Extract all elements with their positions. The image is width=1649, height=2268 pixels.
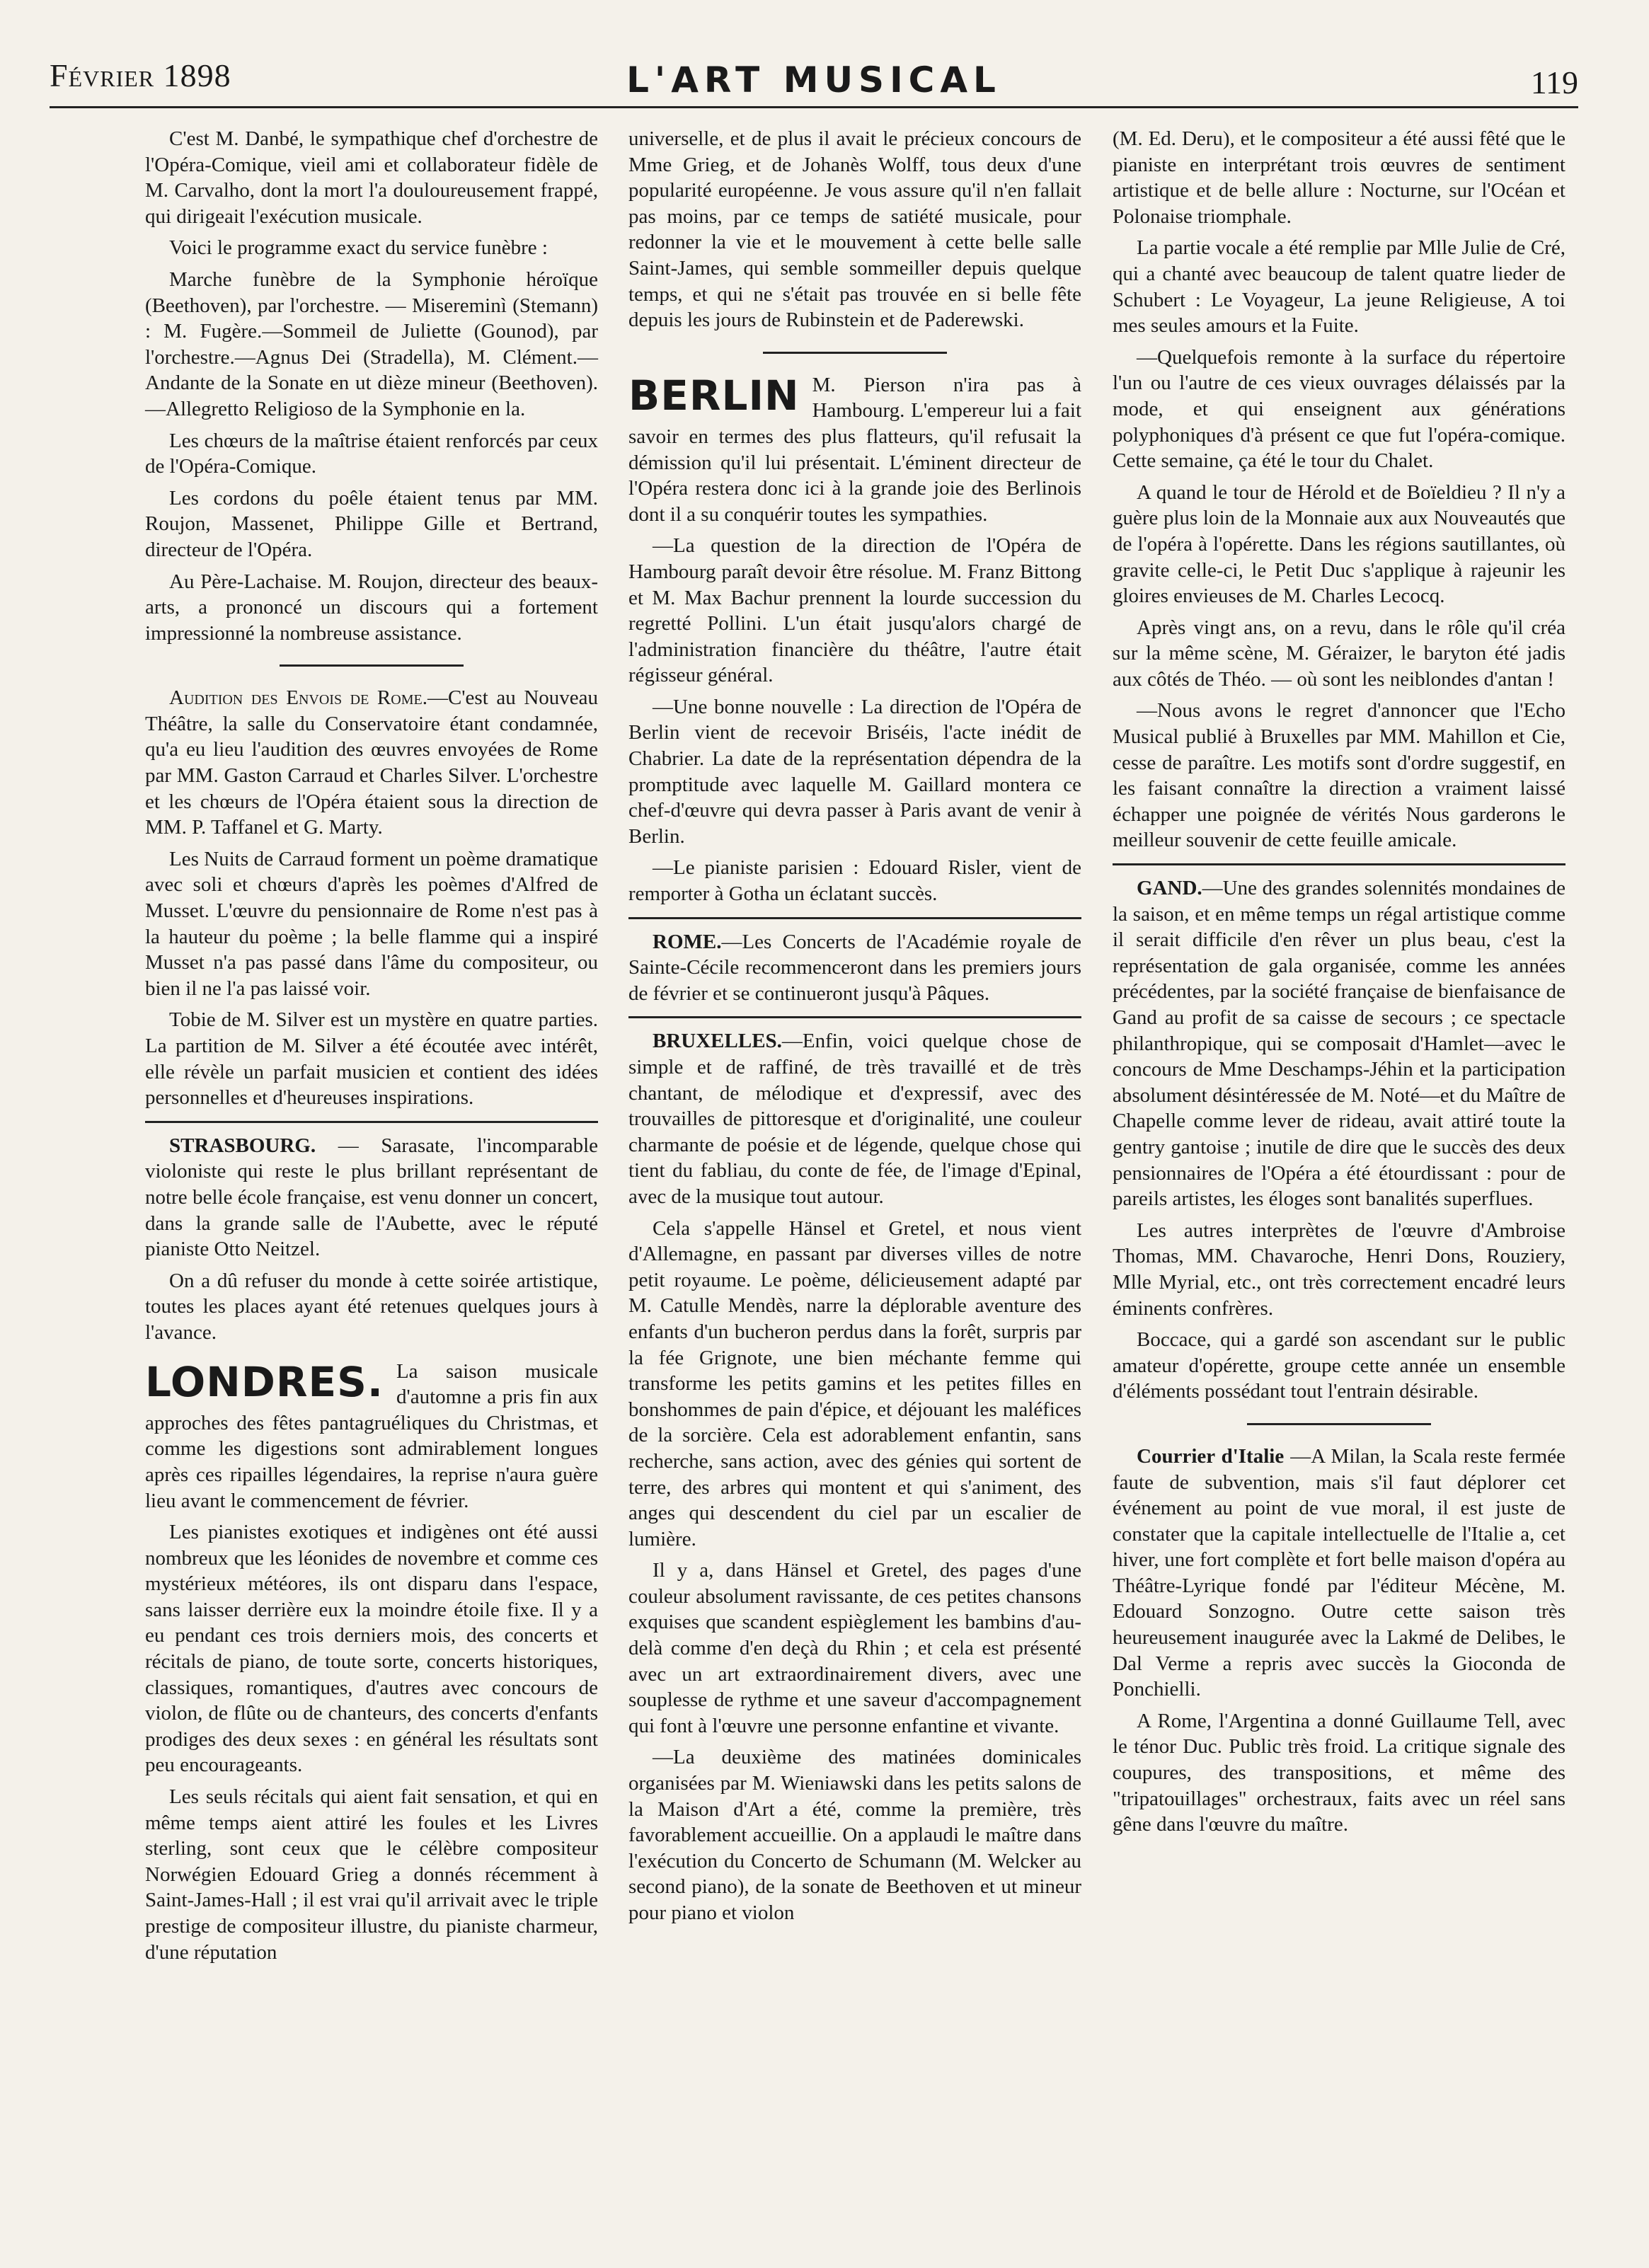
paragraph: —La deuxième des matinées dominicales organisées par M. Wieniawski dans les petits salons de la Maison d'Art a été, comme la première, très favorablement accueillie. On a applaudi le maître dans l'exécution du Concerto de Schumann (M. Welcker au second piano), de la sonate de Beethoven et ut mineur pour piano et violon xyxy=(628,1746,1081,1924)
paragraph: STRASBOURG. — Sarasate, l'incomparable violoniste qui reste le plus brillant représentant de notre belle école française, est venu donner un concert, dans la grande salle de l'Aubette, avec le réputé pianiste Otto Neitzel. xyxy=(145,1134,598,1261)
paragraph: —Quelquefois remonte à la surface du répertoire l'un ou l'autre de ces vieux ouvrages délaissés par la mode, et qui enseignent aux générations polyphoniques d'à présent ce que fut l'opéra-comique. Cette semaine, ça été le tour du Chalet. xyxy=(1113,345,1565,473)
paragraph: —Nous avons le regret d'annoncer que l'Echo Musical publié à Bruxelles par MM. Mahillon et Cie, cesse de paraître. Les motifs sont d'ordre suggestif, en les faisant connaître la direction a vraiment laissé échapper une poignée de vérités Nous garderons le meilleur souvenir de cette feuille amicale. xyxy=(1113,699,1565,852)
section-divider xyxy=(280,664,464,667)
journal-title: L'ART MUSICAL xyxy=(626,59,1001,100)
paragraph: —Le pianiste parisien : Edouard Risler, vient de remporter à Gotha un éclatant succès. xyxy=(628,856,1081,906)
page-header xyxy=(50,50,1578,108)
paragraph: —Une bonne nouvelle : La direction de l'Opéra de Berlin vient de recevoir Briséis, l'acte inédit de Chabrier. La date de la représentation dépendra de la promptitude avec laquelle M. Gaillard montera ce chef-d'œuvre qui devra passer à Paris avant de venir à Berlin. xyxy=(628,695,1081,848)
paragraph: Audition des Envois de Rome.—C'est au Nouveau Théâtre, la salle du Conservatoire étant condamnée, qu'a eu lieu l'audition des œuvres envoyées de Rome par MM. Gaston Carraud et Charles Silver. L'orchestre et les chœurs de l'Opéra étaient sous la direction de MM. P. Taffanel et G. Marty. xyxy=(145,686,599,839)
paragraph: BRUXELLES.—Enfin, voici quelque chose de simple et de raffiné, de très travaillé et de très chantant, de mélodique et d'expressif, avec des trouvailles de pittoresque et d'originalité, une couleur charmante de poésie et de légende, quelque chose qui tient du fabliau, du conte de fée, de l'image d'Epinal, avec de la musique tout autour. xyxy=(628,1030,1081,1208)
section-divider xyxy=(628,917,1081,919)
paragraph: Les cordons du poêle étaient tenus par MM. Roujon, Massenet, Philippe Gille et Bertrand, directeur de l'Opéra. xyxy=(145,486,598,561)
paragraph: Il y a, dans Hänsel et Gretel, des pages d'une couleur absolument ravissante, de ces petites chansons exquises que scandent espièglement les bambins d'au-delà comme d'en deçà du Rhin ; et cela est présenté avec un art extraordinairement divers, avec une souplesse de rythme et une saveur d'accompagnement qui font à l'œuvre une personne enfantine et vivante. xyxy=(628,1559,1081,1737)
paragraph: Courrier d'Italie —A Milan, la Scala reste fermée faute de subvention, mais s'il faut déplorer cet événement au point de vue moral, il est juste de constater que la capitale intellectuelle de l'Italie a, cet hiver, une fort complète et fort belle maison d'opéra au Théâtre-Lyrique fondé par l'éditeur Mécène, M. Edouard Sonzogno. Outre cette saison très heureusement inaugurée avec la Lakmé de Delibes, le Dal Verme a repris avec succès la Gioconda de Ponchielli. xyxy=(1113,1444,1565,1701)
section-divider xyxy=(1113,863,1565,865)
paragraph: LONDRES. La saison musicale d'automne a pris fin aux approches des fêtes pantagruéliques du Christmas, et comme les digestions sont admirablement longues après ces ripailles légendaires, la reprise n'aura guère lieu avant le commencement de février. xyxy=(145,1357,598,1512)
paragraph: —La question de la direction de l'Opéra de Hambourg paraît devoir être résolue. M. Franz Bittong et M. Max Bachur prennent la lourde succession du regretté Pollini. L'un était jusqu'alors chargé de l'administration financière du théâtre, l'autre était régisseur général. xyxy=(628,534,1081,687)
paragraph: Après vingt ans, on a revu, dans le rôle qu'il créa sur la même scène, M. Géraizer, le baryton été jadis aux côtés de Théo. — où sont les neiblondes d'antan ! xyxy=(1113,616,1565,691)
paragraph: La partie vocale a été remplie par Mlle Julie de Cré, qui a chanté avec beaucoup de talent quatre lieder de Schubert : Le Voyageur, La jeune Religieuse, A toi mes seules amours et la Fuite. xyxy=(1113,236,1565,338)
section-divider xyxy=(763,352,947,354)
section-heading: BRUXELLES. xyxy=(653,1030,782,1053)
paragraph: Les autres interprètes de l'œuvre d'Ambroise Thomas, MM. Chavaroche, Henri Dons, Rouziery, Mlle Myrial, etc., ont très correctement encadré leurs éminents confrères. xyxy=(1113,1219,1565,1320)
section-heading: STRASBOURG. xyxy=(169,1134,316,1157)
section-divider xyxy=(628,1016,1081,1018)
column-3 xyxy=(1113,126,1565,1843)
issue-date: Février 1898 xyxy=(50,57,231,93)
paragraph: BERLIN M. Pierson n'ira pas à Hambourg. L'empereur lui a fait savoir en termes des plus flatteurs, qu'il refusait la démission qu'il lui présentait. L'éminent directeur de l'Opéra restera donc ici à la grande joie des Berlinois dont il a su conquérir toutes les sympathies. xyxy=(628,371,1081,526)
paragraph: Les pianistes exotiques et indigènes ont été aussi nombreux que les léonides de novembre et comme ces mystérieux météores, ils ont disparu dans l'espace, sans laisser derrière eux la moindre étoile fixe. Il y a eu pendant ces trois derniers mois, des concerts et récitals de piano, de toute sorte, concerts historiques, classiques, romantiques, d'autres avec concours de violon, de flûte ou de chanteurs, des concerts d'enfants prodiges des deux sexes : en général les résultats sont peu encourageants. xyxy=(145,1521,598,1777)
page-number: 119 xyxy=(1530,64,1578,100)
paragraph: Au Père-Lachaise. M. Roujon, directeur des beaux-arts, a prononcé un discours qui a fortement impressionné la nombreuse assistance. xyxy=(145,570,598,645)
paragraph: Boccace, qui a gardé son ascendant sur le public amateur d'opérette, groupe cette année un ensemble d'éléments possédant tout l'entrain désirable. xyxy=(1113,1328,1565,1403)
section-divider xyxy=(145,1121,598,1123)
section-heading: Courrier d'Italie xyxy=(1137,1444,1285,1468)
paragraph: Les seuls récitals qui aient fait sensation, et qui en même temps aient attiré les foules et les Livres sterling, sont ceux que le célèbre compositeur Norwégien Edouard Grieg a donnés récemment à Saint-James-Hall ; il est vrai qu'il arrivait avec le triple prestige de compositeur illustre, du pianiste charmeur, d'une réputation xyxy=(145,1785,598,1964)
paragraph: Les Nuits de Carraud forment un poème dramatique avec soli et chœurs d'après les poèmes d'Alfred de Musset. L'œuvre du pensionnaire de Rome n'est pas à la hauteur du poème ; la belle flamme qui a inspiré Musset n'a pas passé dans l'âme du compositeur, ou bien il ne l'a pas laissé voir. xyxy=(145,847,598,1000)
section-heading: LONDRES. xyxy=(145,1357,384,1406)
paragraph: Cela s'appelle Hänsel et Gretel, et nous vient d'Allemagne, en passant par diverses villes de notre petit royaume. Le poème, délicieusement adapté par M. Catulle Mendès, narre la déplorable aventure des enfants d'un bucheron perdus dans la forêt, surpris par la fée Grignote, une bien méchante femme qui transforme les petits gamins et les petites filles en bonshommes de pain d'épice, et déjouant les maléfices de la sorcière. Cela est adorablement enfantin, sans recherche, sans action, avec des génies qui sortent de terre, des arbres qui montent et qui s'animent, des anges qui descendent du ciel par un escalier de lumière. xyxy=(628,1216,1081,1550)
section-heading: BERLIN xyxy=(628,371,800,420)
paragraph: Marche funèbre de la Symphonie héroïque (Beethoven), par l'orchestre. — Misereminì (Stemann) : M. Fugère.—Sommeil de Juliette (Gounod), par l'orchestre.—Agnus Dei (Stradella), M. Clément.—Andante de la Sonate en ut dièze mineur (Beethoven).—Allegretto Religioso de la Symphonie en la. xyxy=(145,267,598,420)
paragraph: Les chœurs de la maîtrise étaient renforcés par ceux de l'Opéra-Comique. xyxy=(145,429,598,478)
column-2 xyxy=(628,126,1081,1932)
paragraph: Voici le programme exact du service funèbre : xyxy=(169,236,548,260)
paragraph: ROME.—Les Concerts de l'Académie royale de Sainte-Cécile recommenceront dans les premiers jours de février et se continueront jusqu'à Pâques. xyxy=(628,930,1081,1005)
column-1 xyxy=(145,126,598,1971)
paragraph: A Rome, l'Argentina a donné Guillaume Tell, avec le ténor Duc. Public très froid. La critique signale des coupures, des transpositions, et même des "tripatouillages" orchestraux, faits avec un réel sans gêne dans l'œuvre du maître. xyxy=(1113,1709,1565,1836)
paragraph: C'est M. Danbé, le sympathique chef d'orchestre de l'Opéra-Comique, vieil ami et collaborateur fidèle de M. Carvalho, dont la mort l'a douloureusement frappé, qui dirigeait l'exécution musicale. xyxy=(145,127,598,228)
paragraph: Tobie de M. Silver est un mystère en quatre parties. La partition de M. Silver a été écoutée avec intérêt, elle révèle un parfait musicien et contient des idées personnelles et d'heureuses inspirations. xyxy=(145,1008,598,1110)
section-heading: ROME. xyxy=(653,930,722,953)
paragraph: universelle, et de plus il avait le précieux concours de Mme Grieg, et de Johanès Wolff, tous deux d'une popularité européenne. Je vous assure qu'il n'en fallait pas moins, par ce temps de satiété musicale, pour redonner la vie et le mouvement à cette belle salle Saint-James, qui semble sommeiller depuis quelque temps, et qui ne s'était pas trouvée en si belle fête depuis les jours de Rubinstein et de Paderewski. xyxy=(628,127,1081,332)
paragraph: GAND.—Une des grandes solennités mondaines de la saison, et en même temps un régal artistique comme il serait difficile d'en rêver un plus beau, c'est la représentation de gala organisée, comme les années précédentes, par la société française de bienfaisance de Gand au profit de sa caisse de secours ; ce spectacle philanthropique, qui se composait d'Hamlet—avec le concours de Mme Deschamps-Jéhin et la participation absolument désintéressée de M. Noté—et du Maître de Chapelle comme lever de rideau, avait attiré toute la gentry gantoise ; inutile de dire que le succès des deux pensionnaires de l'Opéra a été étourdissant : pour de pareils artistes, les éloges sont banalités superflues. xyxy=(1113,877,1565,1211)
paragraph: A quand le tour de Hérold et de Boïeldieu ? Il n'y a guère plus loin de la Monnaie aux aux Nouveautés que de l'opéra à l'opérette. Dans les régions sautillantes, où gravite celle-ci, le Petit Duc s'applique à rajeunir les gloires envieuses de M. Charles Lecocq. xyxy=(1113,480,1565,608)
paragraph: On a dû refuser du monde à cette soirée artistique, toutes les places ayant été retenues quelques jours à l'avance. xyxy=(145,1269,598,1344)
section-heading: GAND. xyxy=(1137,877,1202,900)
section-divider xyxy=(1247,1423,1431,1425)
paragraph: (M. Ed. Deru), et le compositeur a été aussi fêté que le pianiste en interprétant trois œuvres de sentiment artistique et de belle allure : Nocturne, sur l'Océan et Polonaise triomphale. xyxy=(1113,127,1565,228)
section-heading: Audition des Envois de Rome. xyxy=(169,686,427,710)
